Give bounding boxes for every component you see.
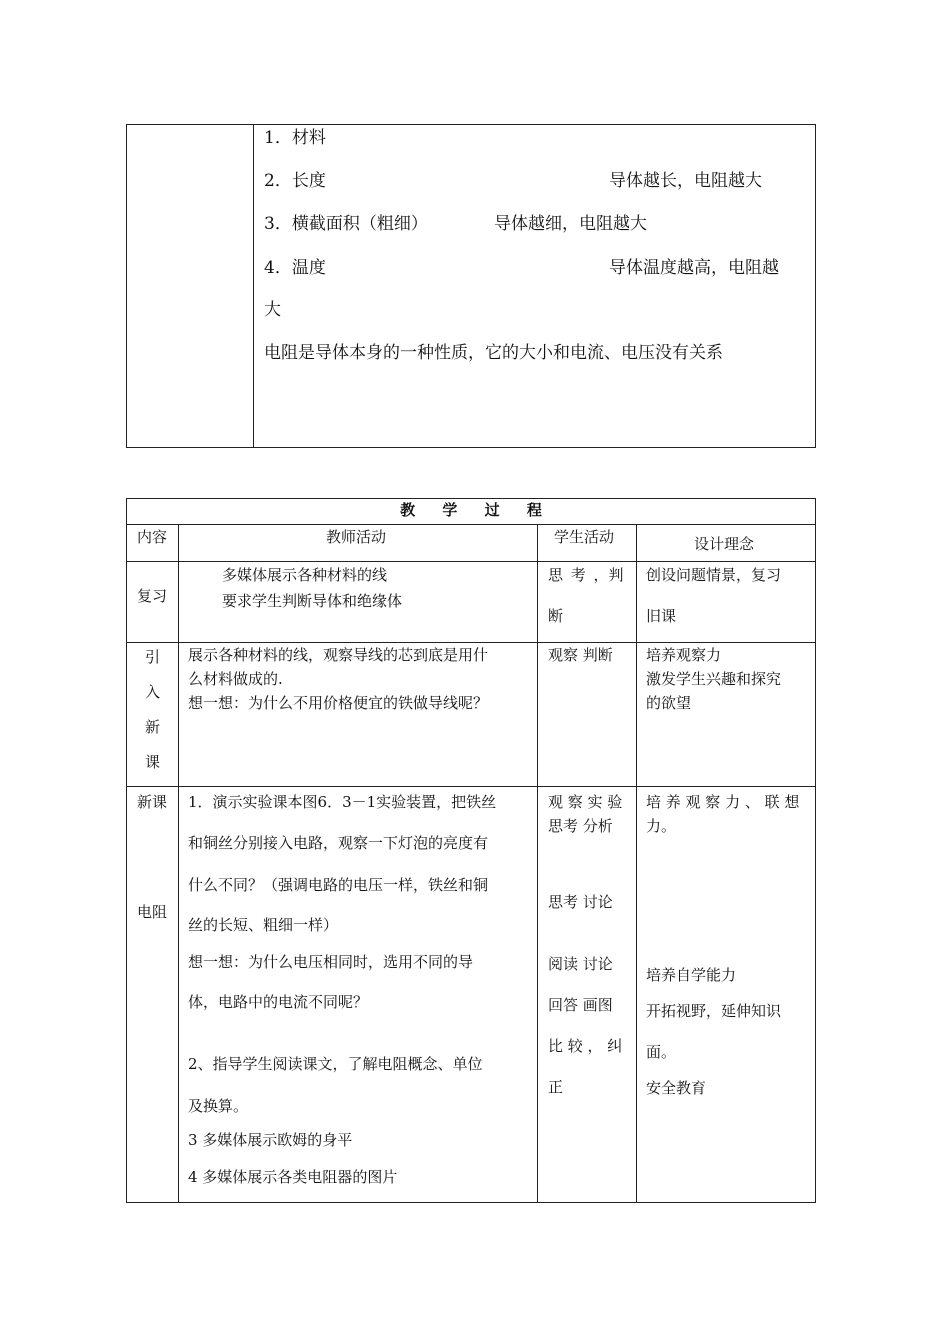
factor-2-result: 导体越长，电阻越大 — [609, 171, 762, 191]
table-border — [126, 124, 127, 448]
table-border — [126, 786, 816, 787]
newlesson-design-line: 安全教育 — [646, 1079, 707, 1097]
intro-design-line: 培养观察力 — [646, 646, 722, 664]
table-border — [126, 124, 816, 125]
table-border — [815, 124, 816, 448]
table-border — [178, 524, 179, 1203]
newlesson-teacher-line: 和铜丝分别接入电路，观察一下灯泡的亮度有 — [188, 834, 489, 852]
table-border — [253, 124, 254, 448]
table-title: 教 学 过 程 — [400, 501, 542, 519]
factor-2: 2．长度 — [264, 171, 326, 191]
newlesson-student-line: 思考 分析 — [548, 817, 613, 835]
newlesson-student-line: 正 — [548, 1078, 564, 1096]
header-content: 内容 — [137, 528, 168, 546]
table-border — [636, 524, 637, 1203]
review-teacher-line: 要求学生判断导体和绝缘体 — [222, 592, 403, 610]
factor-1: 1．材料 — [264, 128, 326, 148]
newlesson-design-line: 培养自学能力 — [646, 966, 737, 984]
intro-content-char: 入 — [145, 683, 161, 701]
newlesson-student-line: 回答 画图 — [548, 996, 613, 1014]
newlesson-teacher-line: 1．演示实验课本图6．3－1实验装置，把铁丝 — [188, 793, 497, 811]
factor-3: 3．横截面积（粗细） — [264, 214, 428, 234]
newlesson-teacher-line: 2、指导学生阅读课文，了解电阻概念、单位 — [188, 1055, 483, 1073]
intro-design-line: 的欲望 — [646, 694, 692, 712]
newlesson-student-line: 阅读 讨论 — [548, 955, 613, 973]
intro-content-char: 引 — [145, 648, 161, 666]
newlesson-teacher-line: 丝的长短、粗细一样） — [188, 916, 339, 934]
table-border — [126, 1202, 816, 1203]
newlesson-design-line: 培 养 观 察 力 、 联 想 — [646, 793, 800, 811]
table-border — [126, 498, 816, 499]
intro-teacher-line: 么材料做成的. — [188, 670, 283, 688]
factor-3-result: 导体越细，电阻越大 — [494, 214, 647, 234]
intro-teacher-line: 想一想：为什么不用价格便宜的铁做导线呢？ — [188, 694, 489, 712]
table-border — [126, 447, 816, 448]
factor-4-result: 导体温度越高，电阻越 — [609, 258, 779, 278]
newlesson-student-line: 观 察 实 验 — [548, 793, 623, 811]
header-student: 学生活动 — [554, 528, 615, 546]
table-border — [815, 498, 816, 1203]
review-student-line: 断 — [548, 607, 564, 625]
conclusion-text: 电阻是导体本身的一种性质，它的大小和电流、电压没有关系 — [264, 343, 723, 363]
newlesson-content-label: 新课 — [137, 793, 168, 811]
table-border — [537, 524, 538, 1203]
intro-content-char: 课 — [145, 753, 161, 771]
newlesson-content-label: 电阻 — [137, 903, 168, 921]
newlesson-design-line: 力。 — [646, 817, 677, 835]
review-content: 复习 — [137, 587, 168, 605]
intro-student: 观察 判断 — [548, 646, 613, 664]
intro-teacher-line: 展示各种材料的线，观察导线的芯到底是用什 — [188, 646, 489, 664]
review-design-line: 旧课 — [646, 607, 677, 625]
newlesson-teacher-line: 4 多媒体展示各类电阻器的图片 — [188, 1168, 398, 1186]
factor-4: 4．温度 — [264, 258, 326, 278]
newlesson-teacher-line: 想一想：为什么电压相同时，选用不同的导 — [188, 953, 474, 971]
table-border — [126, 498, 127, 1203]
intro-design-line: 激发学生兴趣和探究 — [646, 670, 782, 688]
table-border — [126, 642, 816, 643]
newlesson-teacher-line: 3 多媒体展示欧姆的身平 — [188, 1131, 353, 1149]
review-design-line: 创设问题情景，复习 — [646, 566, 782, 584]
table-border — [126, 524, 816, 525]
newlesson-design-line: 面。 — [646, 1043, 677, 1061]
newlesson-design-line: 开拓视野，延伸知识 — [646, 1002, 782, 1020]
intro-content-char: 新 — [145, 718, 161, 736]
header-design: 设计理念 — [694, 535, 755, 553]
newlesson-student-line: 比 较 ， 纠 — [548, 1037, 623, 1055]
review-student-line: 思 考 ，判 — [548, 566, 624, 584]
newlesson-teacher-line: 体，电路中的电流不同呢？ — [188, 993, 369, 1011]
newlesson-student-line: 思考 讨论 — [548, 893, 613, 911]
newlesson-teacher-line: 什么不同？（强调电路的电压一样，铁丝和铜 — [188, 876, 489, 894]
newlesson-teacher-line: 及换算。 — [188, 1097, 249, 1115]
review-teacher-line: 多媒体展示各种材料的线 — [222, 566, 388, 584]
header-teacher: 教师活动 — [326, 528, 387, 546]
table-border — [126, 561, 816, 562]
factor-4-result-wrap: 大 — [264, 300, 281, 320]
